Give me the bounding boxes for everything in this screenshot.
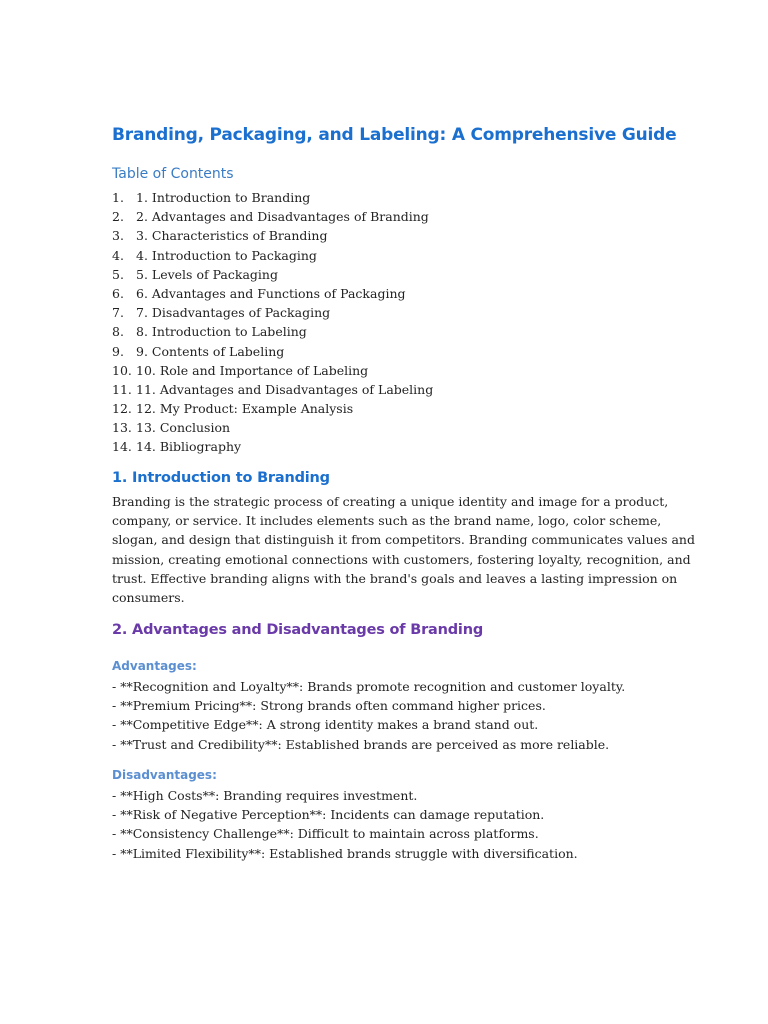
toc-item-number: 13. xyxy=(112,420,132,436)
toc-item-number: 8. xyxy=(112,324,124,340)
list-item: - **Trust and Credibility**: Established brands are perceived as more reliable. xyxy=(112,736,610,752)
toc-item-number: 12. xyxy=(112,401,132,417)
toc-item-label: 12. My Product: Example Analysis xyxy=(136,401,354,417)
toc-heading: Table of Contents xyxy=(112,166,234,182)
toc-item-label: 13. Conclusion xyxy=(136,420,231,436)
toc-item-number: 3. xyxy=(112,228,124,244)
toc-item-number: 9. xyxy=(112,343,124,359)
toc-item-label: 9. Contents of Labeling xyxy=(136,343,285,359)
toc-item xyxy=(112,265,433,284)
toc-item xyxy=(112,342,433,361)
toc-item-label: 4. Introduction to Packaging xyxy=(136,247,317,263)
toc-item-number: 10. xyxy=(112,362,132,378)
list-item: - **Consistency Challenge**: Difficult to maintain across platforms. xyxy=(112,826,539,842)
paragraph-line: Branding is the strategic process of creating a unique identity and image for a product, xyxy=(112,494,669,509)
paragraph-line: consumers. xyxy=(112,590,185,606)
list-item: - **Limited Flexibility**: Established brands struggle with diversification. xyxy=(112,845,578,861)
toc-item-label: 2. Advantages and Disadvantages of Branding xyxy=(136,209,429,225)
table-of-contents xyxy=(112,188,433,457)
toc-item xyxy=(112,226,433,245)
advantages-list xyxy=(112,677,625,754)
list-item: - **Risk of Negative Perception**: Incidents can damage reputation. xyxy=(112,807,545,823)
paragraph-line: company, or service. It includes elements such as the brand name, logo, color scheme, xyxy=(112,513,662,529)
toc-item xyxy=(112,322,433,341)
toc-item xyxy=(112,246,433,265)
toc-item-label: 5. Levels of Packaging xyxy=(136,266,278,282)
list-item: - **Premium Pricing**: Strong brands often command higher prices. xyxy=(112,698,546,714)
toc-item-number: 14. xyxy=(112,439,132,455)
toc-item-label: 8. Introduction to Labeling xyxy=(136,324,307,340)
toc-item-label: 1. Introduction to Branding xyxy=(136,190,311,205)
toc-item-number: 6. xyxy=(112,285,124,301)
toc-item-number: 5. xyxy=(112,266,124,282)
toc-item xyxy=(112,361,433,380)
toc-item-label: 11. Advantages and Disadvantages of Labeling xyxy=(136,381,434,397)
toc-item xyxy=(112,380,433,399)
toc-item-label: 3. Characteristics of Branding xyxy=(136,228,328,244)
toc-item xyxy=(112,418,433,437)
disadvantages-subheading: Disadvantages: xyxy=(112,768,217,782)
paragraph-line: trust. Effective branding aligns with the brand's goals and leaves a lasting impression on xyxy=(112,570,678,586)
toc-item xyxy=(112,437,433,456)
toc-item-number: 7. xyxy=(112,305,124,321)
toc-item-label: 10. Role and Importance of Labeling xyxy=(136,362,369,378)
list-item: - **Recognition and Loyalty**: Brands promote recognition and customer loyalty. xyxy=(112,679,626,694)
toc-item-number: 2. xyxy=(112,209,124,225)
toc-item-label: 7. Disadvantages of Packaging xyxy=(136,305,331,321)
toc-item xyxy=(112,188,433,207)
section-heading-introduction-to-branding: 1. Introduction to Branding xyxy=(112,470,330,486)
list-item: - **High Costs**: Branding requires investment. xyxy=(112,788,418,803)
disadvantages-list xyxy=(112,786,578,863)
toc-item-label: 6. Advantages and Functions of Packaging xyxy=(136,285,406,301)
toc-item xyxy=(112,303,433,322)
advantages-subheading: Advantages: xyxy=(112,659,197,673)
document-title: Branding, Packaging, and Labeling: A Comprehensive Guide xyxy=(112,125,677,145)
toc-item xyxy=(112,284,433,303)
toc-item xyxy=(112,207,433,226)
toc-item xyxy=(112,399,433,418)
toc-item-number: 11. xyxy=(112,381,132,397)
paragraph-line: mission, creating emotional connections with customers, fostering loyalty, recognition, and xyxy=(112,551,691,567)
section-heading-advantages-disadvantages: 2. Advantages and Disadvantages of Branding xyxy=(112,622,483,638)
section-paragraph-introduction-to-branding xyxy=(112,492,695,607)
list-item: - **Competitive Edge**: A strong identity makes a brand stand out. xyxy=(112,717,539,733)
toc-item-number: 4. xyxy=(112,247,124,263)
toc-item-label: 14. Bibliography xyxy=(136,439,242,455)
toc-item-number: 1. xyxy=(112,190,124,205)
paragraph-line: slogan, and design that distinguish it from competitors. Branding communicates values and xyxy=(112,532,695,548)
